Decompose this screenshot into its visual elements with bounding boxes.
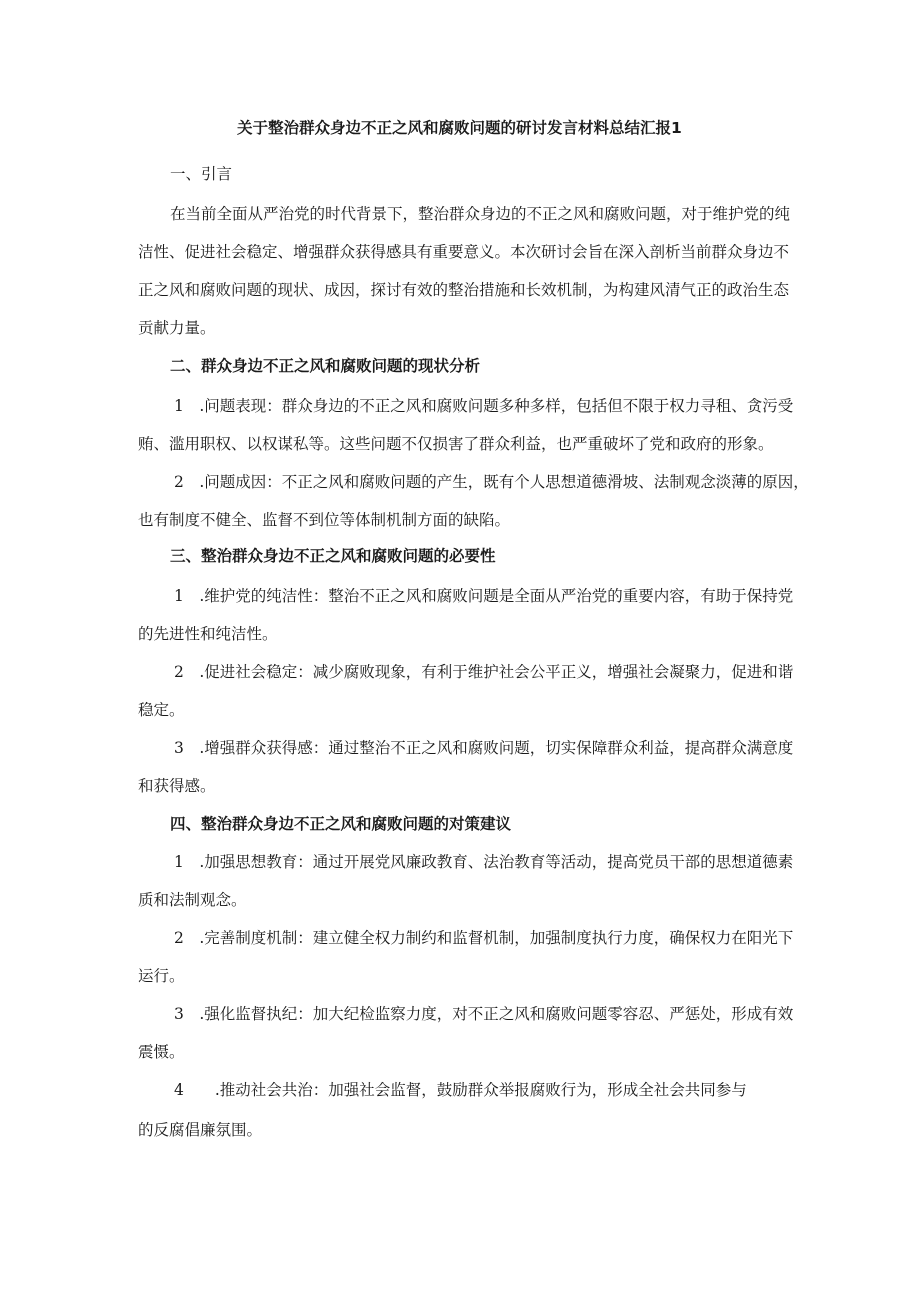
list-item-line: 质和法制观念。 [138, 891, 247, 909]
list-item-line: 贿、滥用职权、以权谋私等。这些问题不仅损害了群众利益，也严重破坏了党和政府的形象。 [138, 435, 774, 453]
list-item-line: 3 .强化监督执纪：加大纪检监察力度，对不正之风和腐败问题零容忍、严惩处，形成有效 [174, 1005, 794, 1023]
section-heading-necessity: 三、整治群众身边不正之风和腐败问题的必要性 [170, 547, 496, 565]
paragraph-line: 贡献力量。 [138, 319, 216, 337]
paragraph-line: 正之风和腐败问题的现状、成因，探讨有效的整治措施和长效机制，为构建风清气正的政治生态 [138, 281, 790, 299]
section-heading-status: 二、群众身边不正之风和腐败问题的现状分析 [170, 357, 481, 375]
list-item-line: 1 .问题表现：群众身边的不正之风和腐败问题多种多样，包括但不限于权力寻租、贪污受 [174, 397, 794, 415]
list-item-line: 2 .促进社会稳定：减少腐败现象，有利于维护社会公平正义，增强社会凝聚力，促进和谐 [174, 663, 794, 681]
list-item-line: 1 .加强思想教育：通过开展党风廉政教育、法治教育等活动，提高党员干部的思想道德素 [174, 853, 794, 871]
list-item-line: 稳定。 [138, 701, 185, 719]
section-heading-intro: 一、引言 [170, 165, 233, 183]
list-item-line: 4 .推动社会共治：加强社会监督，鼓励群众举报腐败行为，形成全社会共同参与 [174, 1081, 747, 1099]
list-item-line: 运行。 [138, 967, 185, 985]
list-item-line: 也有制度不健全、监督不到位等体制机制方面的缺陷。 [138, 511, 511, 529]
paragraph-line: 在当前全面从严治党的时代背景下，整治群众身边的不正之风和腐败问题，对于维护党的纯 [170, 205, 791, 223]
list-item-line: 2 .完善制度机制：建立健全权力制约和监督机制，加强制度执行力度，确保权力在阳光下 [174, 929, 794, 947]
list-item-line: 3 .增强群众获得感：通过整治不正之风和腐败问题，切实保障群众利益，提高群众满意度 [174, 739, 794, 757]
list-item-line: 的先进性和纯洁性。 [138, 625, 278, 643]
list-item-line: 2 .问题成因：不正之风和腐败问题的产生，既有个人思想道德滑坡、法制观念淡薄的原因， [174, 473, 809, 491]
document-title: 关于整治群众身边不正之风和腐败问题的研讨发言材料总结汇报1 [237, 119, 682, 137]
list-item-line: 和获得感。 [138, 777, 216, 795]
list-item-line: 震慑。 [138, 1043, 185, 1061]
paragraph-line: 洁性、促进社会稳定、增强群众获得感具有重要意义。本次研讨会旨在深入剖析当前群众身边不 [138, 243, 790, 261]
section-heading-measures: 四、整治群众身边不正之风和腐败问题的对策建议 [170, 815, 512, 833]
list-item-line: 的反腐倡廉氛围。 [138, 1121, 263, 1139]
list-item-line: 1 .维护党的纯洁性：整治不正之风和腐败问题是全面从严治党的重要内容，有助于保持党 [174, 587, 794, 605]
